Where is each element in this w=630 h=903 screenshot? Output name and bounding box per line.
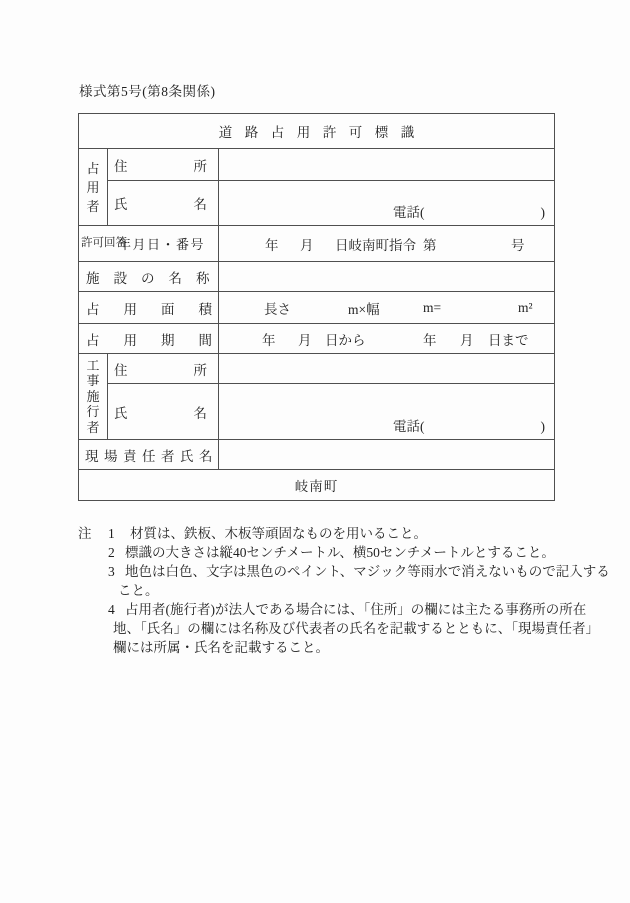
period-to-year-unit: 年 <box>423 332 437 348</box>
note-item-4-continuation-1 <box>78 619 599 638</box>
occupant-address-label: 住所 <box>108 149 219 181</box>
period-from-year-unit: 年 <box>262 332 276 348</box>
site-supervisor-label: 現場責任者氏名 <box>79 440 219 470</box>
contractor-tel-prefix: 電話( <box>393 419 425 434</box>
occupation-area-label: 占用面積 <box>79 292 219 324</box>
note-item-3 <box>78 562 610 581</box>
period-from-day-unit: 日から <box>325 332 366 348</box>
contractor-group-label: 工事施行者 <box>86 357 100 435</box>
note-item-4-continuation-2 <box>78 638 570 657</box>
occupant-address-value-cell <box>219 149 555 181</box>
area-width-unit: m×幅 <box>348 301 380 317</box>
occupation-period-value-cell <box>219 324 555 354</box>
permit-year-unit: 年 <box>265 237 279 253</box>
area-length-unit: 長さ <box>264 301 291 317</box>
permit-reply-label-cell <box>79 226 219 262</box>
contractor-address-value-cell <box>219 354 555 384</box>
occupant-group-label: 占用者 <box>86 160 100 214</box>
facility-name-value-cell <box>219 262 555 292</box>
contractor-group-cell <box>79 354 108 440</box>
note-3-text: 地色は白色、文字は黒色のペイント、マジック等雨水で消えないもので記入する <box>125 564 610 579</box>
notes-section <box>78 524 610 657</box>
site-supervisor-value-cell <box>219 440 555 470</box>
permit-reply-group-label: 許可回答 <box>81 237 127 249</box>
note-item-1 <box>78 524 570 543</box>
period-from-month-unit: 月 <box>298 332 312 348</box>
contractor-name-label: 氏名 <box>108 384 219 440</box>
occupation-period-label: 占用期間 <box>79 324 219 354</box>
period-to-day-unit: 日まで <box>488 332 529 348</box>
note-1-text: 材質は、鉄板、木板等頑固なものを用いること。 <box>130 526 427 541</box>
occupant-name-label: 氏名 <box>108 181 219 226</box>
note-4-text: 占用者(施行者)が法人である場合には、「住所」の欄には主たる事務所の所在 <box>125 602 587 617</box>
note-2-number: 2 <box>108 545 115 560</box>
note-1-number: 1 <box>108 526 115 541</box>
occupation-area-value-cell <box>219 292 555 324</box>
permit-day-directive-text: 日岐南町指令 <box>335 237 416 253</box>
period-to-month-unit: 月 <box>460 332 474 348</box>
note-item-4 <box>78 600 587 619</box>
permit-no-prefix: 第 <box>423 237 437 253</box>
road-occupation-permit-sign-table <box>78 113 555 501</box>
facility-name-label: 施設の名称 <box>79 262 219 292</box>
note-item-3-continuation <box>78 581 570 600</box>
note-4-number: 4 <box>108 602 115 617</box>
table-title: 道路占用許可標識 <box>79 114 555 149</box>
occupant-group-cell <box>79 149 108 226</box>
note-2-text: 標識の大きさは縦40センチメートル、横50センチメートルとすること。 <box>125 545 555 560</box>
form-number: 様式第5号(第8条関係) <box>79 84 216 99</box>
permit-date-number-value-cell <box>219 226 555 262</box>
permit-date-number-label: 年月日・番号 <box>118 237 206 252</box>
note-3-cont-text: こと。 <box>118 583 159 598</box>
note-3-number: 3 <box>108 564 115 579</box>
permit-no-suffix: 号 <box>511 237 525 253</box>
occupant-tel-suffix: ) <box>540 205 546 220</box>
note-4-cont2-text: 欄には所属・氏名を記載すること。 <box>113 640 329 655</box>
note-4-cont1-text: 地、「氏名」の欄には名称及び代表者の氏名を記載するとともに、「現場責任者」 <box>113 621 599 636</box>
issuing-town-name: 岐南町 <box>79 470 555 501</box>
occupant-tel-prefix: 電話( <box>393 205 425 220</box>
contractor-tel-suffix: ) <box>540 419 546 434</box>
permit-month-unit: 月 <box>300 237 314 253</box>
notes-marker: 注 <box>78 526 92 541</box>
note-item-2 <box>78 543 570 562</box>
occupant-name-value-cell <box>219 181 555 226</box>
contractor-address-label: 住所 <box>108 354 219 384</box>
area-equals-unit: m= <box>423 299 442 315</box>
contractor-name-value-cell <box>219 384 555 440</box>
area-sqm-unit: m² <box>518 299 533 315</box>
